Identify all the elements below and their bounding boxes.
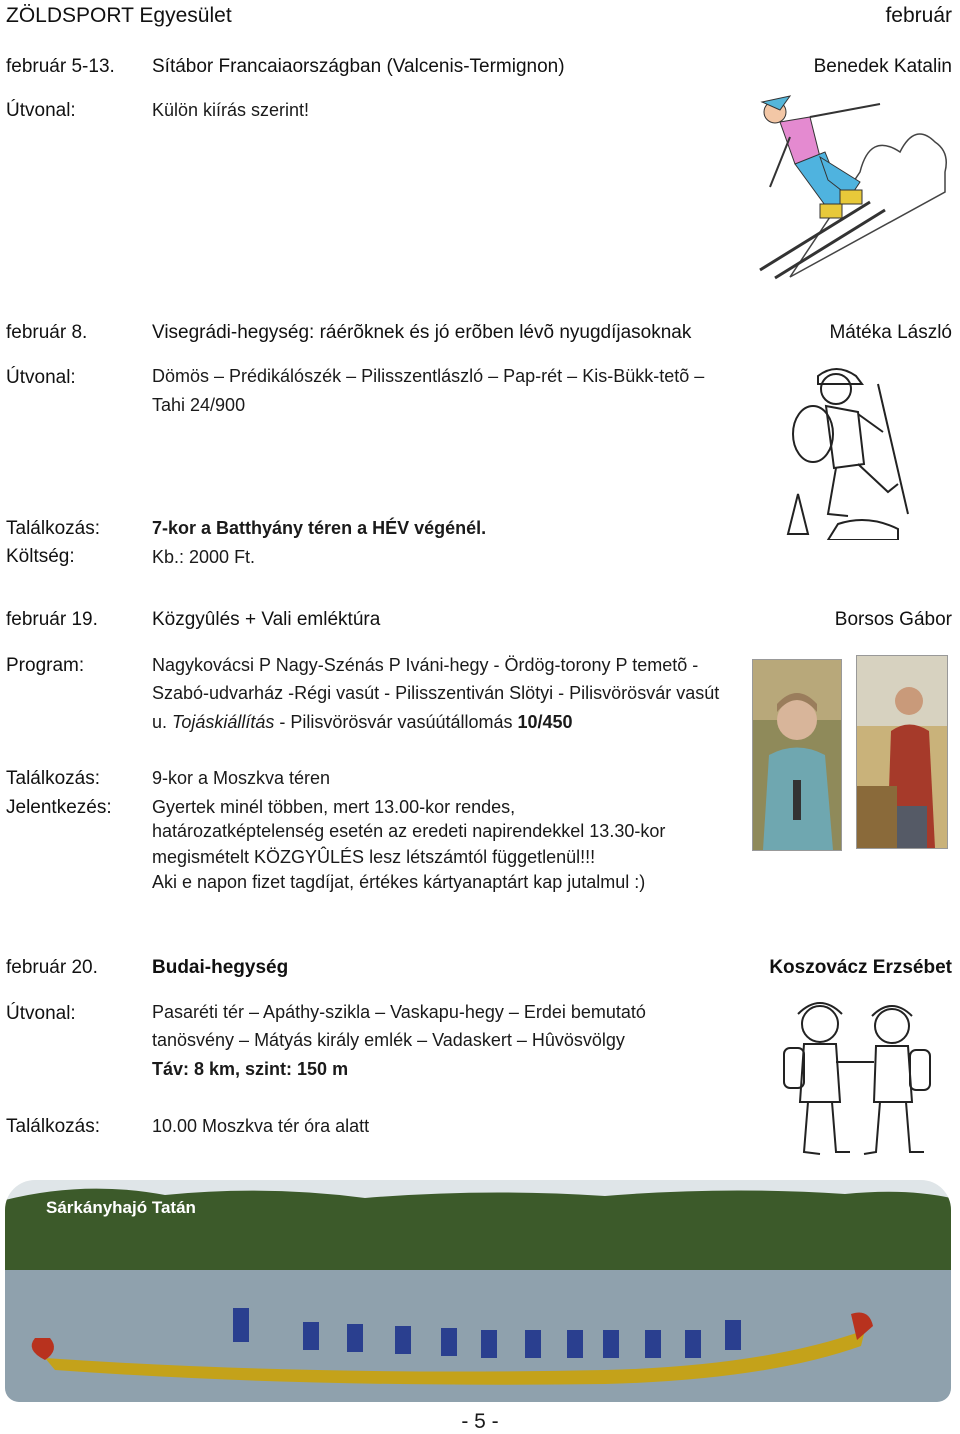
program-text-line: Szabó-udvarház -Régi vasút - Pilisszentiván Slötyi - Pilisvörösvár vasút [152,683,720,703]
program-text-line [152,708,573,737]
cost-label: Költség: [6,546,75,567]
meeting-text: 7-kor a Batthyány téren a HÉV végénél. [152,518,487,538]
route-label: Útvonal: [6,367,76,388]
route-text-line: Pasaréti tér – Apáthy-szikla – Vaskapu-hegy – Erdei bemutató [152,1002,646,1022]
signup-label: Jelentkezés: [6,797,112,818]
program-text-line: Nagykovácsi P Nagy-Szénás P Iváni-hegy - Ördög-torony P temetõ - [152,655,699,675]
route-text-line: tanösvény – Mátyás király emlék – Vadaskert – Hûvösvölgy [152,1030,625,1050]
meeting-label: Találkozás: [6,768,100,789]
route-label: Útvonal: [6,100,76,121]
event-date: február 19. [6,609,98,630]
banner-caption: Sárkányhajó Tatán [46,1198,196,1217]
signup-text-line: határozatképtelenség esetén az eredeti napirendekkel 13.30-kor [152,821,666,841]
page-number: - 5 - [461,1410,499,1433]
signup-text-line: megismételt KÖZGYÛLÉS lesz létszámtól függetlenül!!! [152,847,596,867]
woman-portrait-photo [752,659,842,851]
event-date: február 8. [6,322,88,343]
event-date: február 5-13. [6,56,115,77]
signup-text-line: Gyertek minél többen, mert 13.00-kor rendes, [152,797,516,817]
event-title: Sítábor Francaiaországban (Valcenis-Termignon) [152,56,565,77]
meeting-label: Találkozás: [6,1116,100,1137]
egg-exhibition-text: Tojáskiállítás [172,712,275,732]
route-text: Külön kiírás szerint! [152,100,310,120]
event-title: Közgyûlés + Vali emléktúra [152,609,381,630]
skier-illustration [750,92,950,282]
program-stats: 10/450 [517,712,573,732]
event-leader: Koszovácz Erzsébet [769,957,952,978]
event-leader: Mátéka László [829,322,952,343]
program-text-tail: - Pilisvörösvár vasúútállomás [274,712,518,732]
route-text-line: Dömös – Prédikálószék – Pilisszentlászló – Pap-rét – Kis-Bükk-tetõ – [152,366,705,386]
event-title: Visegrádi-hegység: ráérõknek és jó erõben lévõ nyugdíjasoknak [152,322,692,343]
event-date: február 20. [6,957,98,978]
program-label: Program: [6,655,85,676]
program-text-start: u. [152,712,168,732]
organization-name: ZÖLDSPORT Egyesület [6,4,232,27]
hiker-illustration [778,364,928,540]
event-title: Budai-hegység [152,957,289,978]
route-label: Útvonal: [6,1003,76,1024]
signup-text-line: Aki e napon fizet tagdíjat, értékes kártyanaptárt kap jutalmul :) [152,872,646,892]
two-hiking-kids-illustration [770,992,942,1164]
man-portrait-photo [856,655,948,849]
event-leader: Benedek Katalin [813,56,952,77]
meeting-text: 10.00 Moszkva tér óra alatt [152,1116,370,1136]
meeting-label: Találkozás: [6,518,100,539]
distance-text: Táv: 8 km, szint: 150 m [152,1059,349,1079]
meeting-text: 9-kor a Moszkva téren [152,768,331,788]
event-leader: Borsos Gábor [834,609,952,630]
route-text-line: Tahi 24/900 [152,395,246,415]
month-label: február [885,4,952,27]
cost-text: Kb.: 2000 Ft. [152,547,256,567]
